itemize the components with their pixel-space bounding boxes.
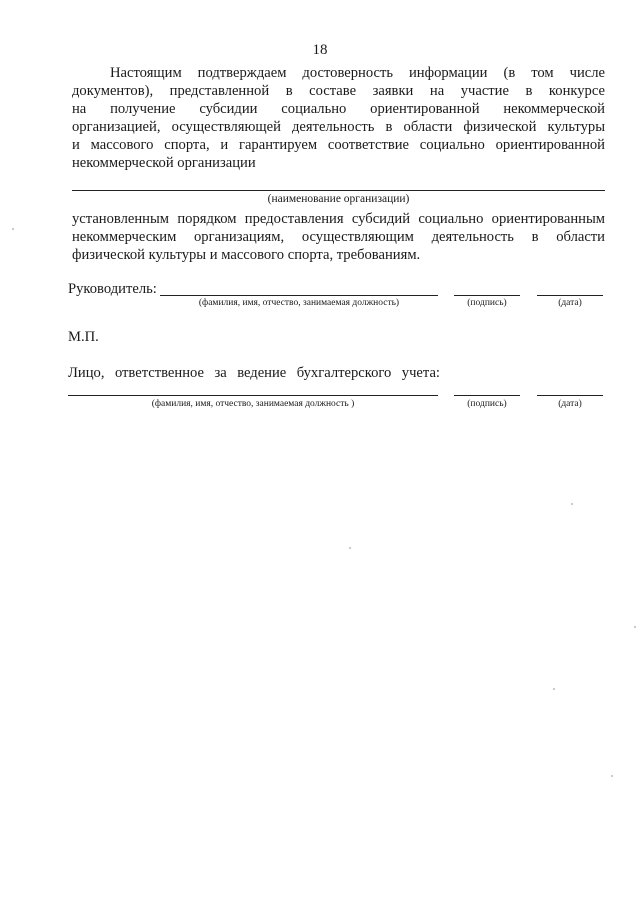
scan-speck: [349, 547, 351, 549]
confirmation-line: и массового спорта, и гарантируем соответствие социально ориентированной: [72, 137, 605, 153]
head-date-line[interactable]: [537, 295, 603, 296]
scan-speck: [553, 688, 555, 690]
scan-speck: [12, 228, 14, 230]
accountant-name-caption: (фамилия, имя, отчество, занимаемая должность ): [151, 399, 355, 409]
accountant-name-line[interactable]: [68, 395, 438, 396]
accountant-date-caption: (дата): [558, 399, 582, 409]
head-label: Руководитель:: [68, 281, 157, 297]
stamp-label: М.П.: [68, 329, 99, 345]
head-date-caption: (дата): [558, 298, 582, 308]
confirmation-paragraph: [72, 64, 605, 172]
organization-name-line[interactable]: [72, 190, 605, 191]
head-name-line[interactable]: [160, 295, 438, 296]
requirements-paragraph: [72, 210, 605, 264]
confirmation-line: организацией, осуществляющей деятельность в области физической культуры: [72, 119, 605, 135]
accountant-signature-caption: (подпись): [467, 399, 507, 409]
confirmation-line: некоммерческой организации: [72, 155, 256, 171]
requirements-line: некоммерческим организациям, осуществляющим деятельность в области: [72, 229, 605, 245]
accountant-signature-line[interactable]: [454, 395, 520, 396]
requirements-line: физической культуры и массового спорта, требованиям.: [72, 247, 421, 263]
scan-speck: [571, 503, 573, 505]
accountant-date-line[interactable]: [537, 395, 603, 396]
head-signature-caption: (подпись): [467, 298, 507, 308]
scan-speck: [611, 775, 613, 777]
accountant-label: Лицо, ответственное за ведение бухгалтерского учета:: [68, 365, 440, 381]
requirements-line: установленным порядком предоставления субсидий социально ориентированным: [72, 211, 605, 227]
confirmation-line: Настоящим подтверждаем достоверность информации (в том числе: [110, 65, 605, 81]
scan-speck: [634, 626, 636, 628]
confirmation-line: на получение субсидии социально ориентированной некоммерческой: [72, 101, 605, 117]
confirmation-line: документов), представленной в составе заявки на участие в конкурсе: [72, 83, 605, 99]
head-name-caption: (фамилия, имя, отчество, занимаемая должность): [198, 298, 400, 308]
page-number: 18: [312, 42, 328, 58]
head-signature-line[interactable]: [454, 295, 520, 296]
organization-name-caption: (наименование организации): [267, 193, 410, 205]
